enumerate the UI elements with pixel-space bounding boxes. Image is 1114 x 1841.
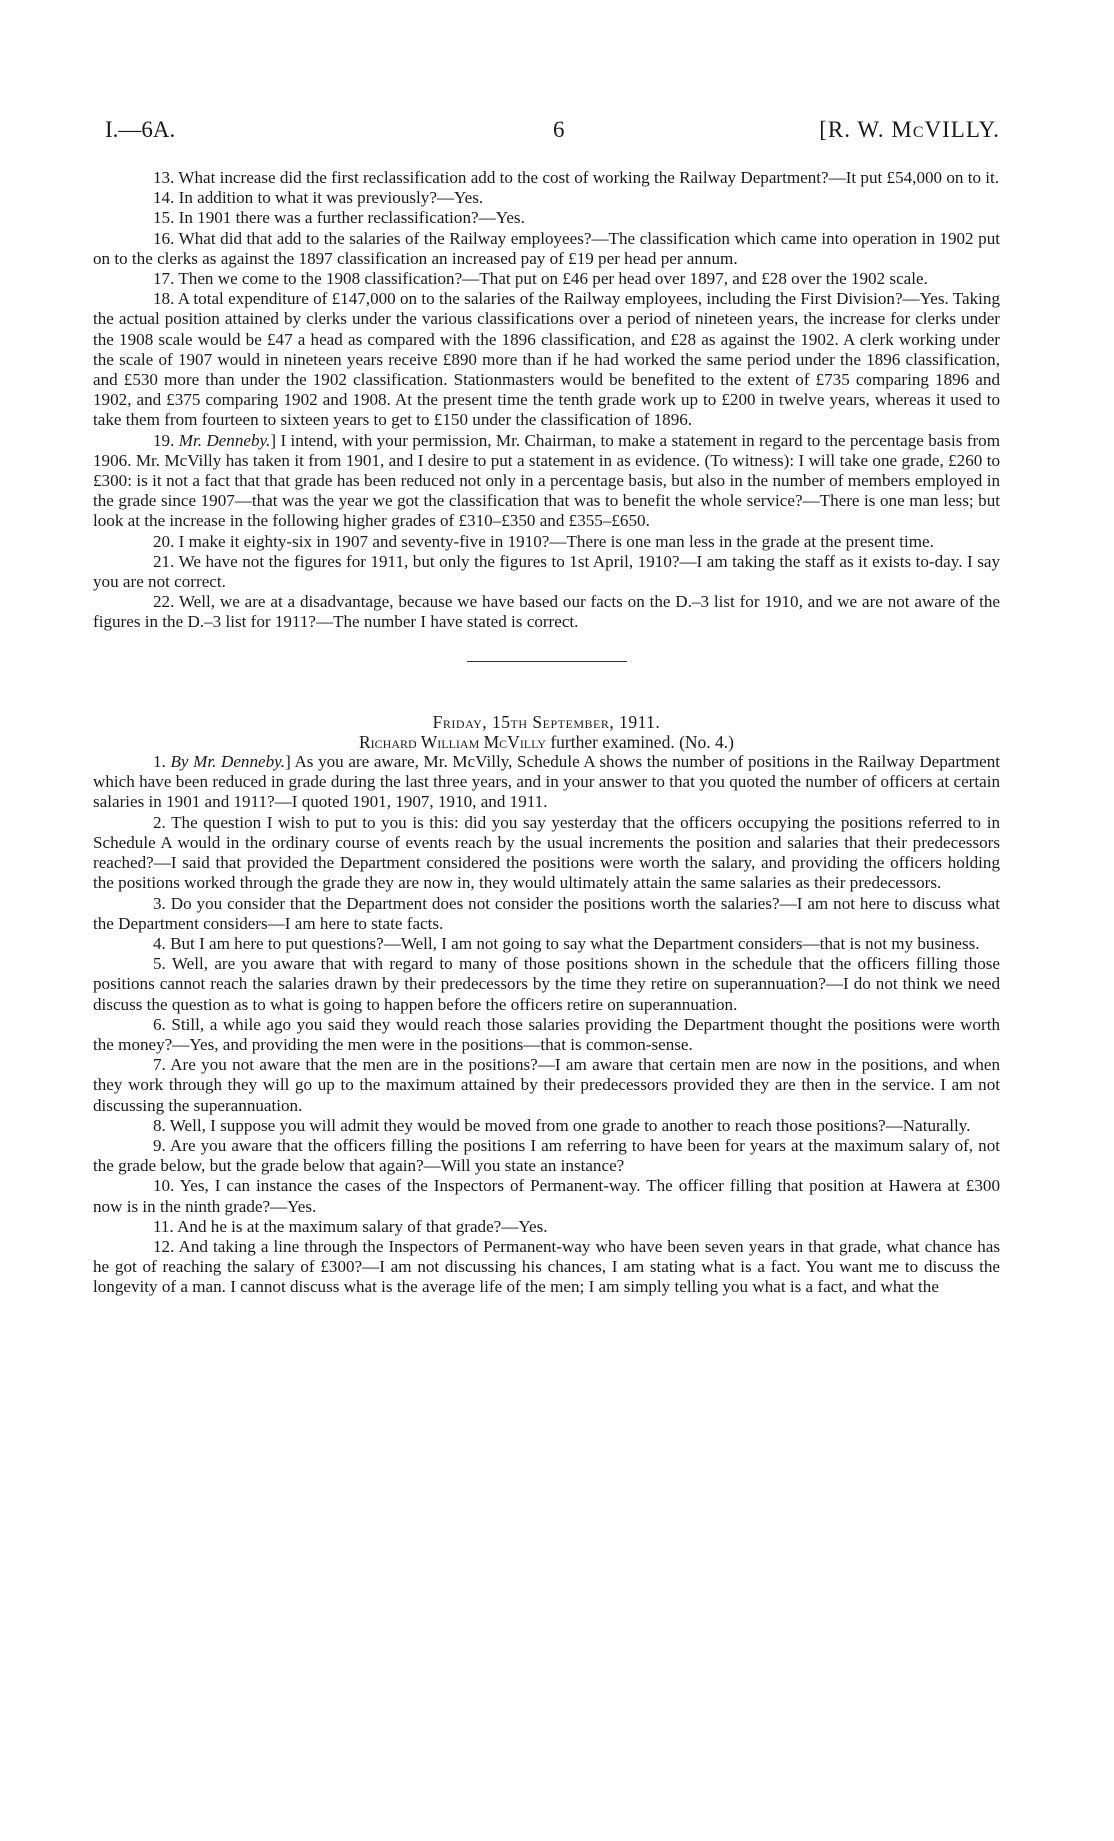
evidence-paragraph: 13. What increase did the first reclassification add to the cost of working the Railway Department?—It put £54,000 on to it. xyxy=(153,168,1000,187)
evidence-paragraph: 20. I make it eighty-six in 1907 and seventy-five in 1910?—There is one man less in the grade at the present time. xyxy=(153,531,934,551)
evidence-paragraph: 12. And taking a line through the Inspectors of Permanent-way who have been seven years in that grade, what chance has he got of reaching the salary of £300?—I am not discussing his chances, I am stating what is a fact. You want me to discuss the longevity of a man. I cannot discuss what is the average life of the men; I am simply telling you what is a fact, and what the xyxy=(93,1236,1000,1297)
question-number: 1. xyxy=(153,752,171,772)
paragraph-text: ] As you are aware, Mr. McVilly, Schedule A shows the number of positions in the Railway Department which have been reduced in grade during the last three years, and in your answer to that you quoted the number of officers at certain salaries in 1901 and 1911?—I quoted 1901, 1907, 1910, and 1911. xyxy=(93,752,1001,812)
evidence-paragraph: 18. A total expenditure of £147,000 on to the salaries of the Railway employees, including the First Division?—Yes. Taking the actual position attained by clerks under the various classifications over a period of nineteen years, the increase for clerks under the 1908 scale would be £47 a head as compared with the 1896 classification, and £28 as against the 1902. A clerk working under the scale of 1907 would in nineteen years receive £890 more than if he had worked the same period under the 1896 classification, and £530 more than under the 1902 classification. Stationmasters would be benefited to the extent of £735 comparing 1896 and 1902, and £375 comparing 1902 and 1908. At the present time the tenth grade work up to £200 in twelve years, whereas it used to take them from fourteen to sixteen years to get to £150 under the classification of 1896. xyxy=(93,289,1000,430)
evidence-paragraph: 6. Still, a while ago you said they would reach those salaries providing the Department thought the positions were worth the money?—Yes, and providing the men were in the positions—that is common-sense. xyxy=(93,1014,1000,1054)
evidence-section-1 xyxy=(93,168,1000,633)
witness-running-head: [R. W. McVILLY. xyxy=(819,117,1000,142)
evidence-paragraph: 5. Well, are you aware that with regard to many of those positions shown in the schedule that the officers filling those positions cannot reach the salaries drawn by their predecessors by the time they retire on superannuation?—I do not think we need discuss the question as to what is going to happen before the officers retire on superannuation. xyxy=(93,954,1000,1014)
evidence-paragraph: 17. Then we come to the 1908 classification?—That put on £46 per head over 1897, and £28 over the 1902 scale. xyxy=(153,269,928,289)
speaker-name: By Mr. Denneby. xyxy=(170,752,286,772)
evidence-paragraph: 16. What did that add to the salaries of the Railway employees?—The classification which came into operation in 1902 put on to the clerks as against the 1897 classification an increased pay of £19 per head per annum. xyxy=(93,228,1000,268)
paragraph-text: ] I intend, with your permission, Mr. Chairman, to make a statement in regard to the percentage basis from 1906. Mr. McVilly has taken it from 1901, and I desire to put a statement in as evidence. (To witness): I will take one grade, £260 to £300: is it not a fact that that grade has been reduced not only in a percentage basis, but also in the number of members employed in the grade since 1907—that was the year we got the classification that was to benefit the whole service?—There is one man less; but look at the increase in the following higher grades of £310–£350 and £355–£650. xyxy=(93,430,1001,531)
evidence-paragraph: 10. Yes, I can instance the cases of the Inspectors of Permanent-way. The officer filling that position at Hawera at £300 now is in the ninth grade?—Yes. xyxy=(93,1176,1000,1216)
evidence-section-2 xyxy=(93,752,1000,1297)
evidence-paragraph: 2. The question I wish to put to you is this: did you say yesterday that the officers occupying the positions referred to in Schedule A would in the ordinary course of events reach by the usual increments the position and salaries that their predecessors reached?—I said that provided the Department considered the positions were worth the salary, and providing the officers holding the positions worked through the grade they are now in, they would ultimately attain the same salaries as their predecessors. xyxy=(93,812,1000,893)
section-divider xyxy=(467,661,627,662)
page-number: 6 xyxy=(553,117,565,142)
evidence-paragraph xyxy=(93,752,1000,813)
question-number: 19. xyxy=(153,430,179,450)
session-date: Friday, 15th September, 1911. xyxy=(432,711,661,732)
witness-line xyxy=(93,732,1000,752)
witness-name: Richard William McVilly xyxy=(359,731,546,752)
document-body xyxy=(93,168,1000,1298)
evidence-paragraph: 14. In addition to what it was previously?—Yes. xyxy=(153,188,484,208)
evidence-paragraph: 22. Well, we are at a disadvantage, because we have based our facts on the D.–3 list for 1910, and we are not aware of the figures in the D.–3 list for 1911?—The number I have stated is correct. xyxy=(93,592,1000,632)
evidence-paragraph: 3. Do you consider that the Department does not consider the positions worth the salaries?—I am not here to discuss what the Department considers—I am here to state facts. xyxy=(93,893,1000,933)
evidence-paragraph: 4. But I am here to put questions?—Well, I am not going to say what the Department considers—that is not my business. xyxy=(153,933,980,953)
speaker-name: Mr. Denneby. xyxy=(178,430,271,450)
report-reference: I.—6A. xyxy=(105,117,176,142)
evidence-paragraph: 11. And he is at the maximum salary of that grade?—Yes. xyxy=(153,1216,548,1236)
evidence-paragraph: 9. Are you aware that the officers filling the positions I am referring to have been for years at the maximum salary of, not the grade below, but the grade below that again?—Will you state an instance? xyxy=(93,1135,1000,1176)
evidence-paragraph: 8. Well, I suppose you will admit they would be moved from one grade to another to reach those positions?—Naturally. xyxy=(153,1115,971,1135)
evidence-paragraph xyxy=(93,431,1000,532)
evidence-paragraph: 21. We have not the figures for 1911, but only the figures to 1st April, 1910?—I am taking the staff as it exists to-day. I say you are not correct. xyxy=(93,551,1000,592)
witness-status: further examined. (No. 4.) xyxy=(545,731,734,752)
evidence-paragraph: 7. Are you not aware that the men are in the positions?—I am aware that certain men are now in the positions, and when they work through they will go up to the maximum attained by their predecessors provided they are then in the service. I am not discussing the superannuation. xyxy=(93,1055,1000,1115)
page-header xyxy=(93,117,1000,151)
evidence-paragraph: 15. In 1901 there was a further reclassification?—Yes. xyxy=(153,208,525,228)
